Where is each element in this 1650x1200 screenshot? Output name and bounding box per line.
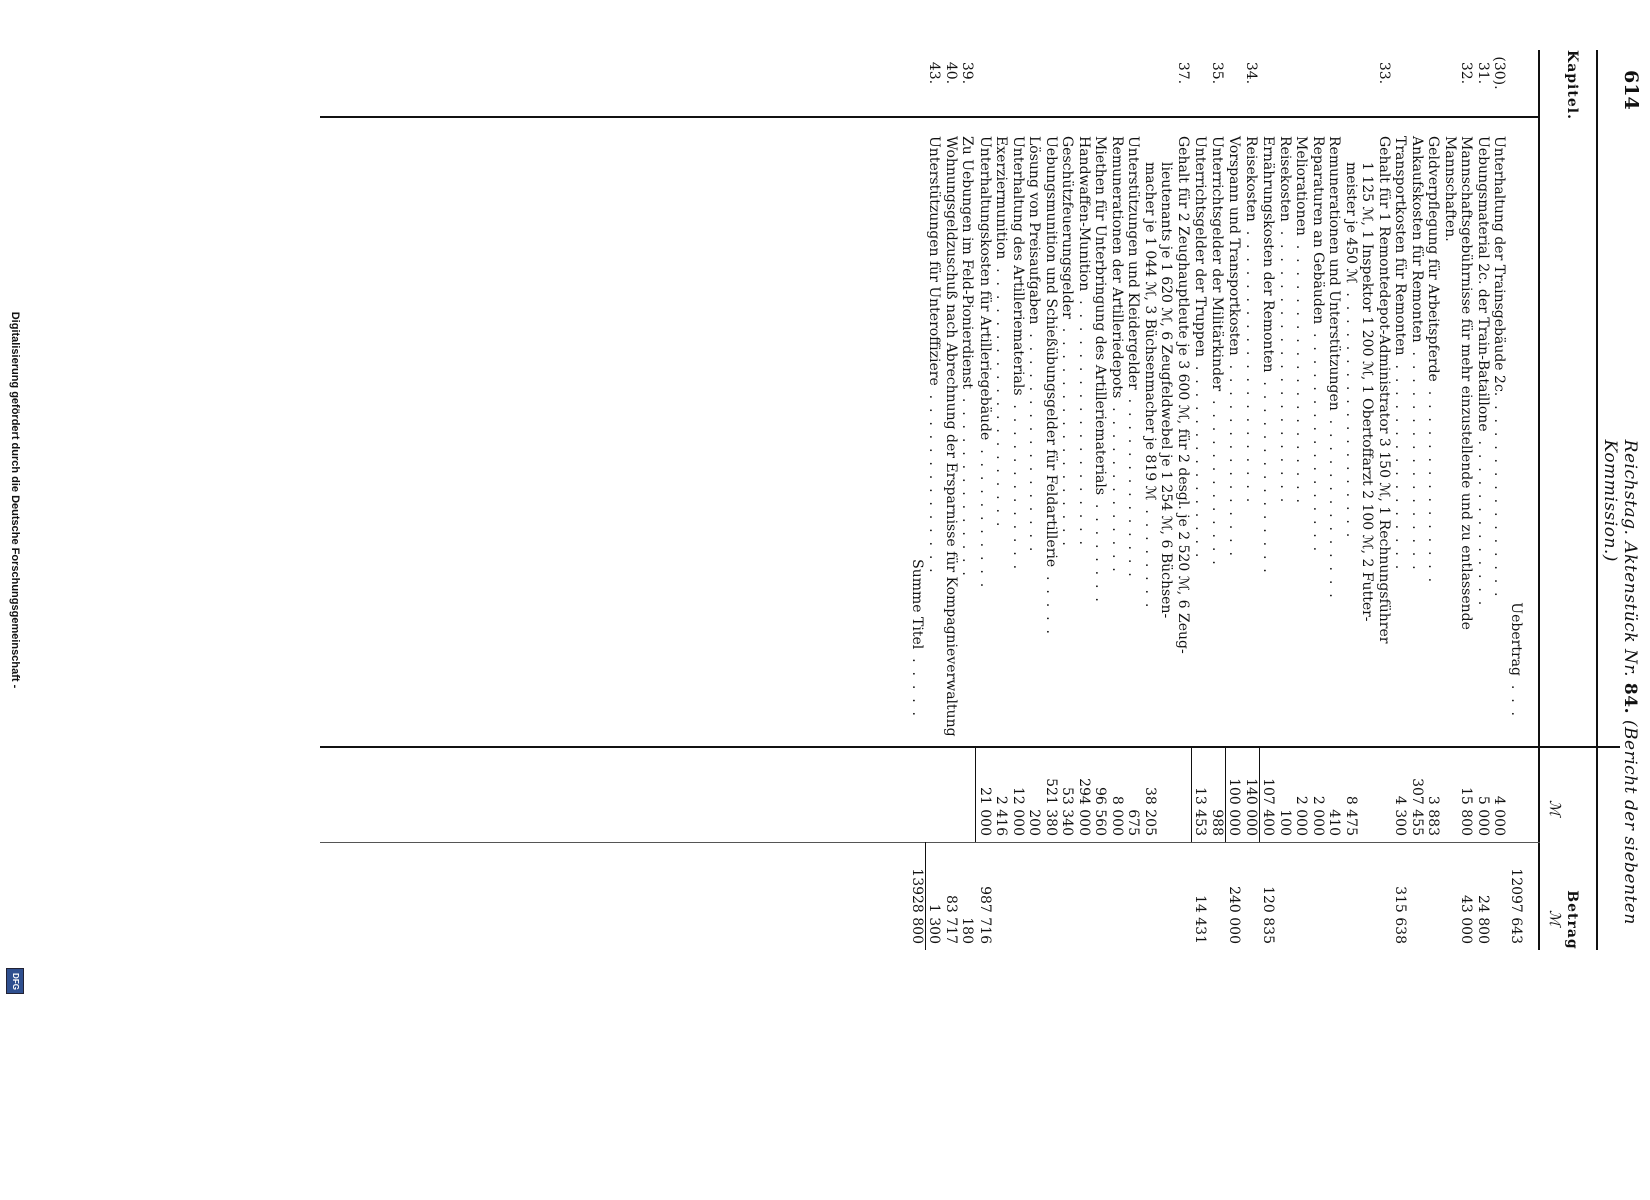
ledger-row — [1209, 30, 1226, 970]
ledger-row — [1508, 30, 1525, 970]
item-description: macher je 1 044 ℳ, 3 Büchsenmacher je 819 ℳ . . . . . . . . — [1142, 162, 1158, 608]
betrag-header: Betrag — [1564, 890, 1580, 950]
kapitel-total: 14 431 — [1192, 895, 1209, 944]
item-description: Vorspann und Transportkosten . . . . . . . . . . . . . . . — [1226, 136, 1243, 556]
ledger-row — [909, 30, 926, 970]
item-description: Uebertrag . . . — [1508, 602, 1524, 716]
item-amount: 2 000 — [1310, 795, 1326, 836]
ledger-row — [1225, 30, 1243, 970]
item-description: lieutenants je 1 620 ℳ, 6 Zeugfeldwebel je 1 254 ℳ, 6 Büchsen- — [1158, 162, 1175, 619]
ledger-row — [1125, 30, 1142, 970]
item-description: Mannschaftsgebührnisse für mehr einzustellende und zu entlassende Mannschaften. — [1442, 136, 1475, 635]
ledger-row — [1142, 30, 1159, 970]
kapitel-total: 1 300 — [925, 842, 943, 950]
kapitel-number: 35. — [1209, 61, 1225, 85]
kapitel-header: Kapitel. — [1564, 50, 1580, 120]
item-description: Summe Titel . . . . . — [909, 559, 925, 716]
kapitel-number: 39. — [959, 61, 976, 85]
ledger-row — [1409, 30, 1426, 970]
ledger-row — [1475, 30, 1492, 970]
kapitel-number: 43. — [926, 61, 943, 85]
item-amount: 8 000 — [1109, 795, 1125, 836]
ledger-row — [1043, 30, 1060, 970]
page-title-post: (Bericht der siebenten Kommission.) — [1600, 439, 1640, 925]
ledger-row — [1010, 30, 1027, 970]
dfg-logo — [6, 968, 24, 994]
ledger-row — [1109, 30, 1126, 970]
item-description: Geldverpflegung für Arbeitspferde . . . . . . . . . . . . . . . — [1425, 136, 1442, 583]
kapitel-total: 24 800 — [1475, 895, 1491, 944]
unit-mark-2: ℳ — [1546, 910, 1564, 927]
page-title — [1600, 440, 1640, 950]
top-rule — [1596, 50, 1598, 950]
ledger-row — [1392, 30, 1409, 970]
item-description: Handwaffen-Munition . . . . . . . . . . . . . . . . . . . — [1076, 136, 1092, 545]
item-description: Miethen für Unterbringung des Artilleriematerials . . . . . . . . — [1092, 136, 1109, 602]
sidebar — [0, 0, 30, 1000]
ledger-row — [1277, 30, 1294, 970]
kapitel-total: 83 717 — [943, 895, 959, 944]
item-description: Exerziermunition . . . . . . . . . . . . . . . . . . . . — [993, 136, 1010, 527]
item-amount: 21 000 — [976, 746, 994, 842]
item-amount: 107 400 — [1259, 746, 1277, 842]
item-amount: 410 — [1326, 809, 1343, 836]
ledger-row — [1092, 30, 1109, 970]
item-description: Ankaufskosten für Remonten . . . . . . . . . . . . . . . . . — [1409, 136, 1425, 570]
item-amount: 200 — [1026, 809, 1043, 836]
ledger-row — [993, 30, 1010, 970]
item-description: Reisekosten . . . . . . . . . . . . . . . . . . . . . — [1243, 136, 1259, 503]
ledger-row — [1359, 30, 1376, 970]
kapitel-number: 32. — [1458, 61, 1475, 85]
item-description: Unterstützungen für Unteroffiziere . . . . . . . . . . . . . . — [926, 136, 943, 573]
item-amount: 13 453 — [1191, 746, 1209, 842]
item-description: Meliorationen . . . . . . . . . . . . . . . . . . . . — [1293, 136, 1310, 503]
ledger-row — [943, 30, 960, 970]
item-description: Unterhaltung der Trainsgebäude 2c. . . . . . . . . . . . . . . . — [1491, 136, 1508, 597]
kapitel-number: (30). — [1491, 56, 1508, 90]
page-wrapper — [480, 0, 1642, 1200]
item-amount: 96 560 — [1092, 787, 1109, 836]
ledger-row — [1026, 30, 1043, 970]
item-description: meister je 450 ℳ . . . . . . . . . . . . . . . . . . . — [1343, 162, 1359, 538]
item-description: 1 125 ℳ, 1 Inspektor 1 200 ℳ, 1 Obertoffarzt 2 100 ℳ, 2 Futter- — [1359, 162, 1376, 622]
kapitel-total: 315 638 — [1392, 886, 1409, 944]
ledger-row — [1376, 30, 1393, 970]
item-amount: 675 — [1125, 809, 1142, 836]
ledger-row — [1175, 30, 1192, 970]
item-description: Geschützfeuerungsgelder . . . . . . . . . . . . . . . . . — [1059, 136, 1076, 546]
item-amount: 15 800 — [1458, 787, 1475, 836]
header-rule — [1538, 50, 1540, 950]
page-title-pre: Reichstag. Aktenstück Nr. — [1620, 439, 1640, 678]
item-amount: 38 205 — [1142, 787, 1158, 836]
item-amount: 3 883 — [1425, 795, 1442, 836]
page-number: 614 — [1620, 70, 1642, 110]
ledger-row — [1343, 30, 1360, 970]
ledger-row — [1259, 30, 1277, 970]
item-amount: 140 000 — [1243, 778, 1259, 836]
ledger-row — [1326, 30, 1343, 970]
item-description: Remunerationen der Artilleriedepots . . . . . . . . . . . . . — [1109, 136, 1125, 572]
page-title-number: 84. — [1620, 682, 1640, 714]
item-amount: 4 000 — [1491, 795, 1508, 836]
funding-notice: Digitalisierung gefördert durch die Deutsche Forschungsgemeinschaft - — [9, 311, 21, 689]
kapitel-total: 120 835 — [1260, 886, 1277, 944]
item-description: Reisekosten . . . . . . . . . . . . . . . . . . . . . — [1277, 136, 1293, 503]
kapitel-number: 34. — [1243, 61, 1259, 85]
item-description: Unterhaltung des Artilleriematerials . . . . . . . . . . . . . — [1010, 136, 1026, 570]
item-amount: 294 000 — [1076, 778, 1092, 836]
ledger-row — [1491, 30, 1508, 970]
item-amount: 4 300 — [1392, 795, 1409, 836]
kapitel-total: 43 000 — [1458, 895, 1475, 944]
ledger-row — [959, 30, 976, 970]
kapitel-total: 12097 643 — [1508, 868, 1524, 944]
item-amount: 12 000 — [1010, 787, 1026, 836]
kapitel-total: 180 — [959, 917, 976, 944]
kapitel-total: 987 716 — [977, 886, 993, 944]
kapitel-total: 240 000 — [1226, 886, 1243, 944]
dfg-logo-text: DFG — [10, 972, 20, 990]
document-page — [250, 30, 1650, 970]
item-description: Wohnungsgeldzuschuß nach Abrechnung der Ersparnisse für Kompagnieverwaltung — [943, 136, 959, 737]
item-description: Transportkosten für Remonten . . . . . . . . . . . . . . . . — [1392, 136, 1409, 570]
item-description: Unterstützungen und Kleidergelder . . . . . . . . . . . . . . — [1125, 136, 1142, 577]
kapitel-number: 33. — [1376, 61, 1392, 85]
item-amount: 521 380 — [1043, 778, 1059, 836]
unit-mark-1: ℳ — [1546, 800, 1564, 817]
ledger-rows — [909, 30, 1525, 970]
ledger-row — [1158, 30, 1175, 970]
ledger-row — [1425, 30, 1442, 970]
item-amount: 100 000 — [1225, 746, 1243, 842]
item-amount: 988 — [1209, 809, 1225, 836]
ledger-row — [1442, 30, 1475, 970]
item-amount: 5 000 — [1475, 795, 1491, 836]
item-description: Unterhaltungskosten für Artilleriegebäude . . . . . . . . . . . — [977, 136, 993, 588]
ledger-row — [1243, 30, 1260, 970]
ledger-row — [1076, 30, 1093, 970]
item-amount: 8 475 — [1343, 795, 1359, 836]
kapitel-number: 37. — [1175, 61, 1191, 85]
item-description: Reparaturen an Gebäuden . . . . . . . . . . . . . . . . . — [1310, 136, 1326, 552]
page-header — [1600, 70, 1642, 950]
ledger-row — [1059, 30, 1076, 970]
item-description: Zu Uebungen im Feld-Pionierdienst . . . . . . . . . . . . . . — [959, 136, 976, 576]
item-description: Gehalt für 2 Zeughauptleute je 3 600 ℳ, für 2 desgl. je 2 520 ℳ, 6 Zeug- — [1175, 136, 1191, 654]
item-description: Uebungsmaterial 2c. der Train-Bataillone . . . . . . . . . . . . . — [1475, 136, 1491, 606]
item-amount: 2 416 — [993, 795, 1010, 836]
item-description: Uebungsmunition und Schießübungsgelder für Feldartillerie . . . . . — [1043, 136, 1059, 634]
kapitel-total: 13928 800 — [909, 868, 925, 944]
item-amount: 100 — [1277, 809, 1293, 836]
item-amount: 307 455 — [1409, 778, 1425, 836]
kapitel-number: 40. — [943, 61, 959, 85]
item-description: Unterrichtsgelder der Truppen . . . . . . . . . . . . . . . — [1192, 136, 1209, 558]
item-description: Ernährungskosten der Remonten . . . . . . . . . . . . . . . — [1260, 136, 1277, 573]
item-amount: 53 340 — [1059, 787, 1076, 836]
ledger-row — [925, 30, 943, 970]
item-description: Unterrichtsgelder der Militärkinder . . . . . . . . . . . . . — [1209, 136, 1225, 565]
item-description: Remunerationen und Unterstützungen . . . . . . . . . . . . . . — [1326, 136, 1343, 598]
ledger-row — [976, 30, 994, 970]
kapitel-number: 31. — [1475, 61, 1491, 85]
ledger-row — [1293, 30, 1310, 970]
ledger-row — [1310, 30, 1327, 970]
item-description: Lösung von Preisaufgaben . . . . . . . . . . . . . . . . . — [1026, 136, 1043, 552]
ledger-row — [1191, 30, 1209, 970]
item-description: Gehalt für 1 Remontedepot-Administrator 3 150 ℳ, 1 Rechnungsführer — [1376, 136, 1392, 644]
item-amount: 2 000 — [1293, 795, 1310, 836]
